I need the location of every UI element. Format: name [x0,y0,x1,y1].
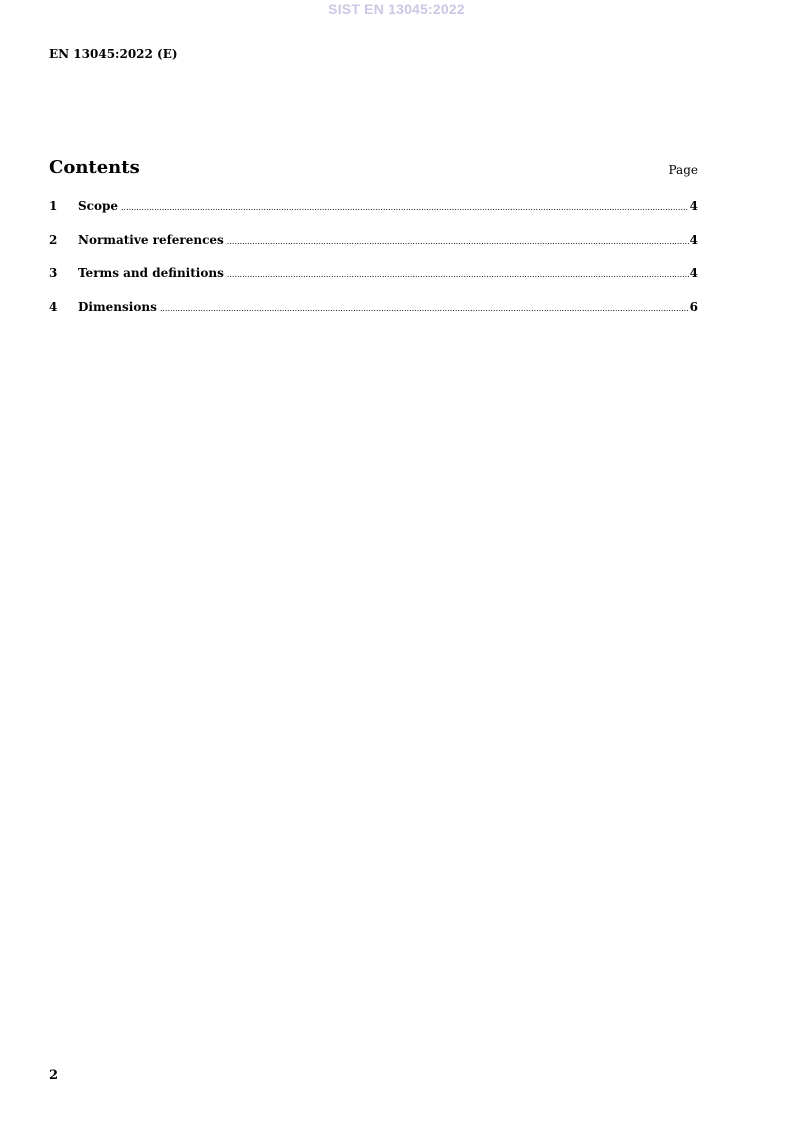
dot-leader [160,304,689,313]
toc-entry-normative-references[interactable] [49,233,698,267]
toc-entry-title: Normative references [78,232,224,247]
toc-entry-scope[interactable] [49,199,698,233]
toc-entry-number: 3 [49,266,58,280]
toc-entry-page: 4 [689,232,698,247]
contents-heading: Contents [49,157,140,178]
dot-leader [121,203,689,212]
toc-entry-page: 6 [689,299,698,314]
toc-entry-title: Scope [78,199,119,213]
page-number: 2 [49,1068,59,1083]
toc-entry-page: 4 [689,199,698,213]
dot-leader [227,237,689,246]
toc-entry-dimensions[interactable] [49,300,698,334]
dot-leader [227,270,689,279]
toc-entry-number: 2 [49,232,58,247]
table-of-contents [49,199,698,333]
toc-entry-page: 4 [689,266,698,280]
document-id: EN 13045:2022 (E) [49,47,178,61]
toc-entry-title: Terms and definitions [78,266,224,280]
toc-entry-terms-and-definitions[interactable] [49,266,698,300]
page-column-label: Page [668,163,698,177]
watermark: SIST EN 13045:2022 [328,1,465,17]
toc-entry-title: Dimensions [78,299,157,314]
toc-entry-number: 1 [49,199,58,213]
toc-entry-number: 4 [49,299,58,314]
